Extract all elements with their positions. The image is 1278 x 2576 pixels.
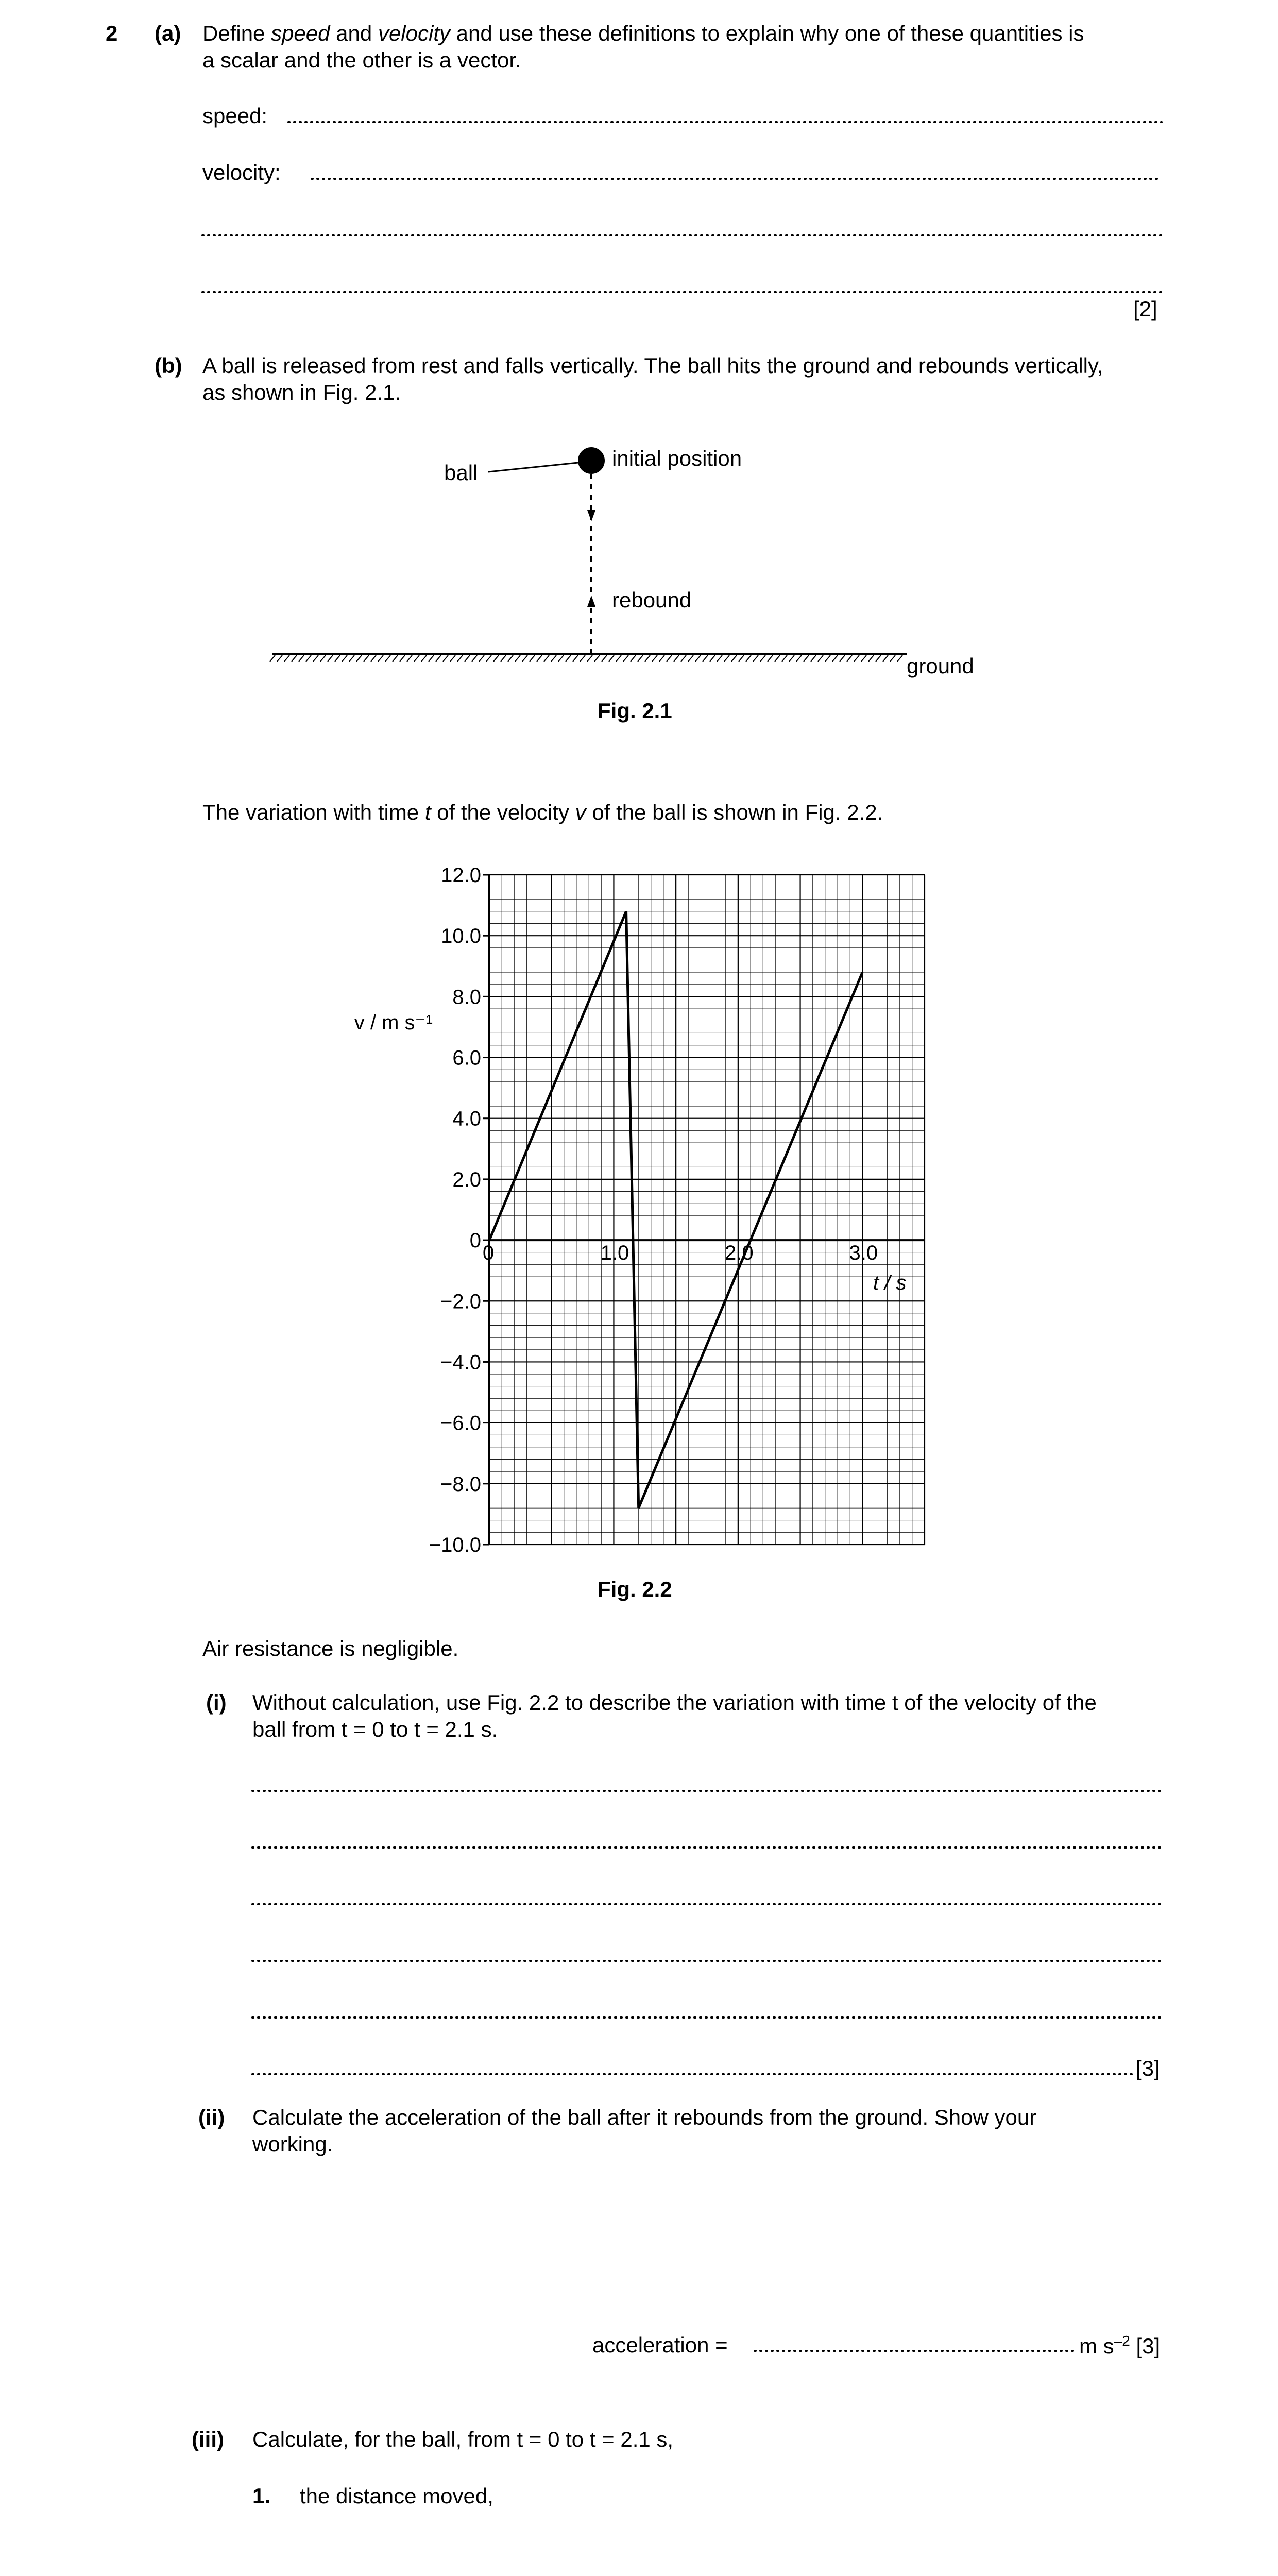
part-b-label: (b) <box>155 353 182 378</box>
part-bi-marks: [3] <box>1136 2056 1160 2080</box>
ground-label: ground <box>907 654 974 678</box>
air-resistance-note: Air resistance is negligible. <box>202 1636 459 1660</box>
acceleration-unit-text: m s <box>1079 2334 1114 2358</box>
fig22-y-tick-label: −10.0 <box>429 1534 481 1556</box>
fig22-y-tick-label: 2.0 <box>452 1168 481 1191</box>
fig-2-1-caption: Fig. 2.1 <box>598 699 672 723</box>
ball-label: ball <box>444 461 478 485</box>
variation-v: v <box>575 800 586 824</box>
fig22-y-tick-label: 6.0 <box>452 1046 481 1070</box>
fig22-y-tick-label: 0 <box>469 1229 481 1252</box>
part-b-line2: as shown in Fig. 2.1. <box>202 380 401 404</box>
part-bii-label: (ii) <box>198 2105 225 2129</box>
part-bii-line1: Calculate the acceleration of the ball after it rebounds from the ground. Show your <box>252 2105 1037 2129</box>
variation-text-3: of the ball is shown in Fig. 2.2. <box>586 800 883 824</box>
part-biii-1-num: 1. <box>252 2484 271 2508</box>
fig22-y-tick-label: 12.0 <box>441 864 481 887</box>
part-a-text-1: Define <box>202 21 271 45</box>
fig22-y-tick-label: −8.0 <box>440 1472 481 1496</box>
part-a-marks: [2] <box>1133 297 1157 321</box>
part-biii-1-text: the distance moved, <box>300 2484 493 2508</box>
speed-label: speed: <box>202 104 268 128</box>
part-a-speed-word: speed <box>271 21 330 45</box>
fig22-y-tick-label: −2.0 <box>440 1290 481 1313</box>
fig22-x-tick-label: 3.0 <box>849 1242 878 1265</box>
variation-text-1: The variation with time <box>202 800 425 824</box>
fig22-x-axis-label: t / s <box>873 1272 907 1295</box>
part-bi-line1: Without calculation, use Fig. 2.2 to describe the variation with time t of the velocity of the <box>252 1690 1097 1715</box>
part-a-question-line2: a scalar and the other is a vector. <box>202 48 521 72</box>
initial-position-label: initial position <box>612 446 742 470</box>
part-biii-line: Calculate, for the ball, from t = 0 to t = 2.1 s, <box>252 2427 674 2451</box>
fig22-x-tick-label: 1.0 <box>600 1242 629 1265</box>
acceleration-unit-exponent: –2 <box>1114 2333 1130 2349</box>
variation-text-2: of the velocity <box>431 800 575 824</box>
part-a-label: (a) <box>155 21 181 45</box>
part-biii-label: (iii) <box>192 2427 224 2451</box>
fig22-y-tick-label: 8.0 <box>452 986 481 1009</box>
part-a-velocity-word: velocity <box>378 21 450 45</box>
fig22-x-tick-label: 2.0 <box>725 1242 754 1265</box>
rebound-label: rebound <box>612 588 692 612</box>
variation-t: t <box>424 800 431 824</box>
acceleration-label: acceleration = <box>592 2333 728 2357</box>
fig22-y-tick-label: 10.0 <box>441 925 481 948</box>
part-bii-marks: [3] <box>1136 2334 1161 2358</box>
fig22-y-tick-label: −4.0 <box>440 1351 481 1374</box>
fig22-y-tick-label: −6.0 <box>440 1412 481 1435</box>
fig-2-2-caption: Fig. 2.2 <box>598 1577 672 1601</box>
velocity-label: velocity: <box>202 160 281 184</box>
part-bi-line2: ball from t = 0 to t = 2.1 s. <box>252 1717 498 1741</box>
question-number: 2 <box>106 21 118 45</box>
part-b-line1: A ball is released from rest and falls vertically. The ball hits the ground and rebounds vertically, <box>202 353 1103 378</box>
fig22-y-axis-label: v / m s⁻¹ <box>354 1011 433 1034</box>
fig22-y-tick-label: 4.0 <box>452 1107 481 1130</box>
fig22-x-tick-label: 0 <box>482 1242 495 1265</box>
part-a-text-3: and use these definitions to explain why one of these quantities is <box>450 21 1084 45</box>
part-a-text-2: and <box>330 21 378 45</box>
part-bi-label: (i) <box>206 1690 227 1715</box>
part-bii-line2: working. <box>252 2132 333 2156</box>
